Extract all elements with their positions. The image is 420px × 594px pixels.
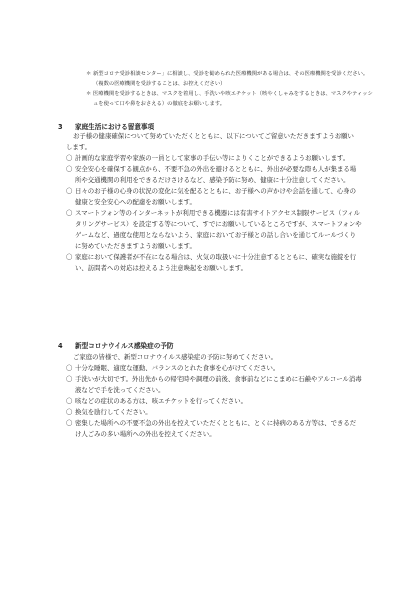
list-item-text: 換気を励行してください。 <box>75 408 152 416</box>
circle-bullet: 〇 <box>66 408 73 416</box>
list-item-text: 安全安心を確保する観点から、不要不急の外出を避けるとともに、外出が必要な際も人が集まる場所や交通機関の利用をできるだけさけるなど、感染予防に努め、健康に十分注意してください。 <box>75 165 357 184</box>
list-item <box>66 186 362 208</box>
section-4-list <box>66 363 362 440</box>
section-4-title: 新型コロナウイルス感染症の予防 <box>75 342 174 350</box>
circle-bullet: 〇 <box>66 165 73 173</box>
list-item <box>66 407 362 418</box>
circle-bullet: 〇 <box>66 154 73 162</box>
section-4-number: 4 <box>58 342 63 350</box>
circle-bullet: 〇 <box>66 375 73 383</box>
list-item-text: 咳などの症状のある方は、咳エチケットを行ってください。 <box>75 397 247 405</box>
section-4-lead: ご家庭の皆様で、新型コロナウイルス感染症の予防に努めてください。 <box>73 353 277 361</box>
circle-bullet: 〇 <box>66 187 73 195</box>
section-4-heading <box>58 341 174 351</box>
list-item-text: 計画的な家庭学習や家族の一員として家事の手伝い等によりくことができるようお願いします。 <box>75 154 350 162</box>
list-item <box>66 418 362 440</box>
note-item <box>86 89 376 109</box>
note-text: 新型コロナ受診相談センター」に相談し、受診を勧められた医療機関がある場合は、その医療機関を受診ください。（複数の医療機関を受診することは、お控えください） <box>93 71 369 87</box>
section-3-lead: お子様の健康確保について努めていただくとともに、以下についてご留意いただきますようお願いします。 <box>66 132 354 151</box>
list-item <box>66 153 362 164</box>
section-3-title: 家庭生活における留意事項 <box>75 123 155 131</box>
circle-bullet: 〇 <box>66 397 73 405</box>
list-item-text: 密集した場所への不要不急の外出を控えていただくとともに、とくに持病のある方等は、できるだけ人ごみの多い場所への外出を控えてください。 <box>75 419 357 438</box>
circle-bullet: 〇 <box>66 419 73 427</box>
list-item-text: 日々のお子様の心身の状況の変化に気を配るとともに、お子様への声かけや会話を通して、心身の健康と安全安心への配慮をお願いします。 <box>75 187 357 206</box>
note-text: 医療機関を受診するときは、マスクを着用し、手洗いや咳エチケット（咳やくしゃみをするときは、マスクやティッシュを使って口や鼻をおさえる）の徹底をお願いします。 <box>93 91 373 107</box>
note-item <box>86 69 376 89</box>
list-item <box>66 396 362 407</box>
section-3-list <box>66 153 362 274</box>
circle-bullet: 〇 <box>66 209 73 217</box>
circle-bullet: 〇 <box>66 364 73 372</box>
list-item-text: 家庭において保護者が不在になる場合は、火気の取扱いに十分注意するとともに、確実な施錠を行い、訪問者への対応は控えるよう注意喚起をお願いします。 <box>75 253 357 272</box>
list-item-text: スマートフォン等のインターネットが利用できる機器には有害サイトアクセス制限サービス（フィルタリングサービス）を設定する等について、すでにお願いしているところですが、スマートフォンやゲームなど、過度な使用とならないよう、家庭においてお子様との話し合いを通じてルールづくりに努めていただきますようお願いします。 <box>75 209 362 250</box>
note-asterisk: ＊ <box>86 71 92 77</box>
consultation-notes <box>86 69 376 109</box>
list-item <box>66 363 362 374</box>
list-item <box>66 374 362 396</box>
list-item <box>66 164 362 186</box>
note-asterisk: ＊ <box>86 91 92 97</box>
list-item-text: 十分な睡眠、適度な運動、バランスのとれた食事を心がけてください。 <box>75 364 280 372</box>
list-item <box>66 252 362 274</box>
list-item-text: 手洗いが大切です。外出先からの帰宅時や調理の前後、食事前などにこまめに石鹸やアルコール消毒液などで手を洗ってください。 <box>75 375 362 394</box>
circle-bullet: 〇 <box>66 253 73 261</box>
section-3-number: 3 <box>58 123 63 131</box>
list-item <box>66 208 362 252</box>
